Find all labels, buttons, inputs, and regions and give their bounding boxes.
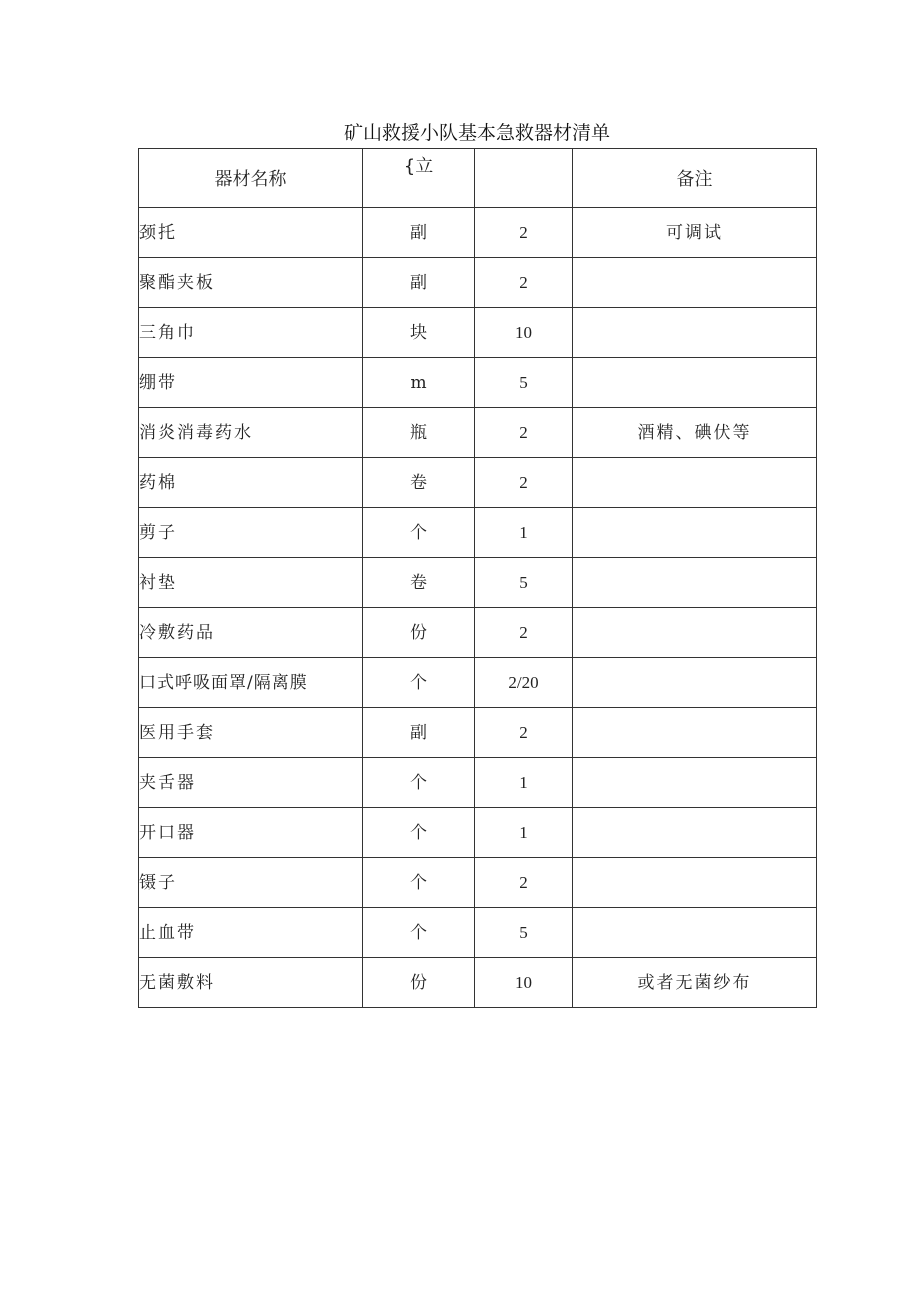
cell-equipment-name: 冷敷药品 xyxy=(139,608,363,658)
table-row xyxy=(139,358,817,408)
table-row xyxy=(139,508,817,558)
cell-remark xyxy=(573,658,817,708)
table-row xyxy=(139,958,817,1008)
cell-equipment-name: 绷带 xyxy=(139,358,363,408)
cell-equipment-name: 颈托 xyxy=(139,208,363,258)
table-row xyxy=(139,258,817,308)
cell-quantity: 2 xyxy=(475,408,573,458)
cell-remark xyxy=(573,708,817,758)
table-row xyxy=(139,758,817,808)
cell-unit: 副 xyxy=(363,708,475,758)
cell-unit: 块 xyxy=(363,308,475,358)
cell-remark: 可调试 xyxy=(573,208,817,258)
table-row xyxy=(139,908,817,958)
cell-quantity: 2/20 xyxy=(475,658,573,708)
cell-equipment-name: 剪子 xyxy=(139,508,363,558)
cell-quantity: 2 xyxy=(475,208,573,258)
cell-remark xyxy=(573,808,817,858)
table-row xyxy=(139,408,817,458)
cell-remark xyxy=(573,858,817,908)
cell-remark xyxy=(573,308,817,358)
cell-equipment-name: 口式呼吸面罩/隔离膜 xyxy=(139,658,363,708)
cell-equipment-name: 三角巾 xyxy=(139,308,363,358)
cell-unit: 个 xyxy=(363,808,475,858)
cell-unit: 副 xyxy=(363,258,475,308)
cell-remark xyxy=(573,458,817,508)
table-row xyxy=(139,708,817,758)
cell-quantity: 2 xyxy=(475,608,573,658)
cell-remark xyxy=(573,508,817,558)
cell-quantity: 10 xyxy=(475,958,573,1008)
cell-unit: 个 xyxy=(363,508,475,558)
cell-unit: 个 xyxy=(363,658,475,708)
cell-unit: 个 xyxy=(363,858,475,908)
cell-unit: 个 xyxy=(363,908,475,958)
equipment-table xyxy=(138,148,817,1008)
cell-unit: 瓶 xyxy=(363,408,475,458)
table-row xyxy=(139,658,817,708)
cell-quantity: 5 xyxy=(475,558,573,608)
cell-equipment-name: 无菌敷料 xyxy=(139,958,363,1008)
header-unit: {立 xyxy=(363,149,475,208)
table-row xyxy=(139,808,817,858)
cell-unit: 个 xyxy=(363,758,475,808)
cell-unit: 卷 xyxy=(363,458,475,508)
cell-remark xyxy=(573,358,817,408)
cell-quantity: 2 xyxy=(475,858,573,908)
table-header-row xyxy=(139,149,817,208)
cell-quantity: 1 xyxy=(475,508,573,558)
table-row xyxy=(139,608,817,658)
cell-equipment-name: 医用手套 xyxy=(139,708,363,758)
header-remark: 备注 xyxy=(573,149,817,208)
cell-unit: 份 xyxy=(363,958,475,1008)
cell-remark: 或者无菌纱布 xyxy=(573,958,817,1008)
cell-equipment-name: 聚酯夹板 xyxy=(139,258,363,308)
cell-equipment-name: 开口器 xyxy=(139,808,363,858)
cell-quantity: 2 xyxy=(475,708,573,758)
cell-remark xyxy=(573,608,817,658)
document-title: 矿山救援小队基本急救器材清单 xyxy=(343,122,610,144)
cell-quantity: 1 xyxy=(475,808,573,858)
table-row xyxy=(139,558,817,608)
header-equipment-name: 器材名称 xyxy=(139,149,363,208)
cell-unit: 份 xyxy=(363,608,475,658)
cell-equipment-name: 镊子 xyxy=(139,858,363,908)
cell-remark xyxy=(573,258,817,308)
cell-remark xyxy=(573,558,817,608)
cell-quantity: 2 xyxy=(475,458,573,508)
cell-unit: 副 xyxy=(363,208,475,258)
cell-quantity: 5 xyxy=(475,358,573,408)
cell-unit: m xyxy=(363,358,475,408)
cell-quantity: 2 xyxy=(475,258,573,308)
cell-equipment-name: 衬垫 xyxy=(139,558,363,608)
cell-remark xyxy=(573,758,817,808)
cell-quantity: 10 xyxy=(475,308,573,358)
cell-equipment-name: 消炎消毒药水 xyxy=(139,408,363,458)
cell-equipment-name: 止血带 xyxy=(139,908,363,958)
table-row xyxy=(139,858,817,908)
cell-remark xyxy=(573,908,817,958)
cell-quantity: 1 xyxy=(475,758,573,808)
header-quantity xyxy=(475,149,573,208)
cell-unit: 卷 xyxy=(363,558,475,608)
table-body xyxy=(139,208,817,1008)
cell-remark: 酒精、碘伏等 xyxy=(573,408,817,458)
cell-quantity: 5 xyxy=(475,908,573,958)
cell-equipment-name: 药棉 xyxy=(139,458,363,508)
table-row xyxy=(139,458,817,508)
table-row xyxy=(139,208,817,258)
table-row xyxy=(139,308,817,358)
cell-equipment-name: 夹舌器 xyxy=(139,758,363,808)
